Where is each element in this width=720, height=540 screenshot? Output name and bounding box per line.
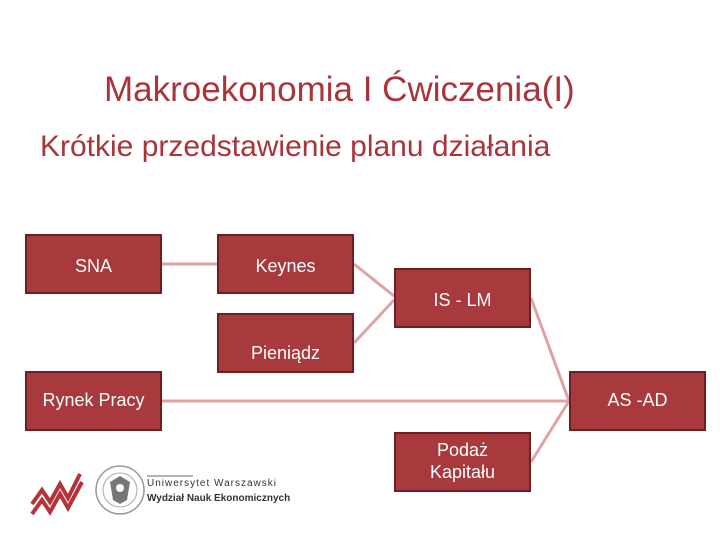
node-rynek-pracy bbox=[25, 371, 162, 431]
node-podaz-label-line2: Kapitału bbox=[429, 462, 496, 482]
node-is-lm-label: IS - LM bbox=[433, 290, 492, 310]
faculty-logo bbox=[28, 460, 318, 520]
node-pieniadz-label: Pieniądz bbox=[250, 343, 321, 364]
connector-pieniadz-islm bbox=[354, 300, 394, 343]
node-podaz-label-line1: Podaż bbox=[436, 440, 489, 461]
connector-keynes-islm bbox=[354, 264, 394, 296]
node-podaz-kapitalu bbox=[394, 432, 531, 492]
faculty-name: Wydział Nauk Ekonomicznych bbox=[147, 493, 291, 504]
node-sna bbox=[25, 234, 162, 294]
node-as-ad-label: AS -AD bbox=[607, 390, 668, 411]
node-sna-label: SNA bbox=[74, 256, 112, 276]
node-pieniadz bbox=[217, 313, 354, 373]
slide-subtitle: Krótkie przedstawienie planu działania bbox=[40, 130, 551, 163]
node-as-ad bbox=[569, 371, 706, 431]
connector-podaz-asad bbox=[531, 401, 569, 462]
node-keynes-label: Keynes bbox=[255, 256, 316, 276]
node-keynes bbox=[217, 234, 354, 294]
node-is-lm bbox=[394, 268, 531, 328]
node-rynek-pracy-label: Rynek Pracy bbox=[42, 390, 145, 411]
zigzag-logo-icon bbox=[32, 474, 82, 514]
university-name: Uniwersytet Warszawski bbox=[147, 478, 277, 489]
connector-islm-asad bbox=[531, 298, 569, 401]
slide-title: Makroekonomia I Ćwiczenia(I) bbox=[104, 70, 575, 109]
university-seal-icon bbox=[96, 466, 144, 514]
